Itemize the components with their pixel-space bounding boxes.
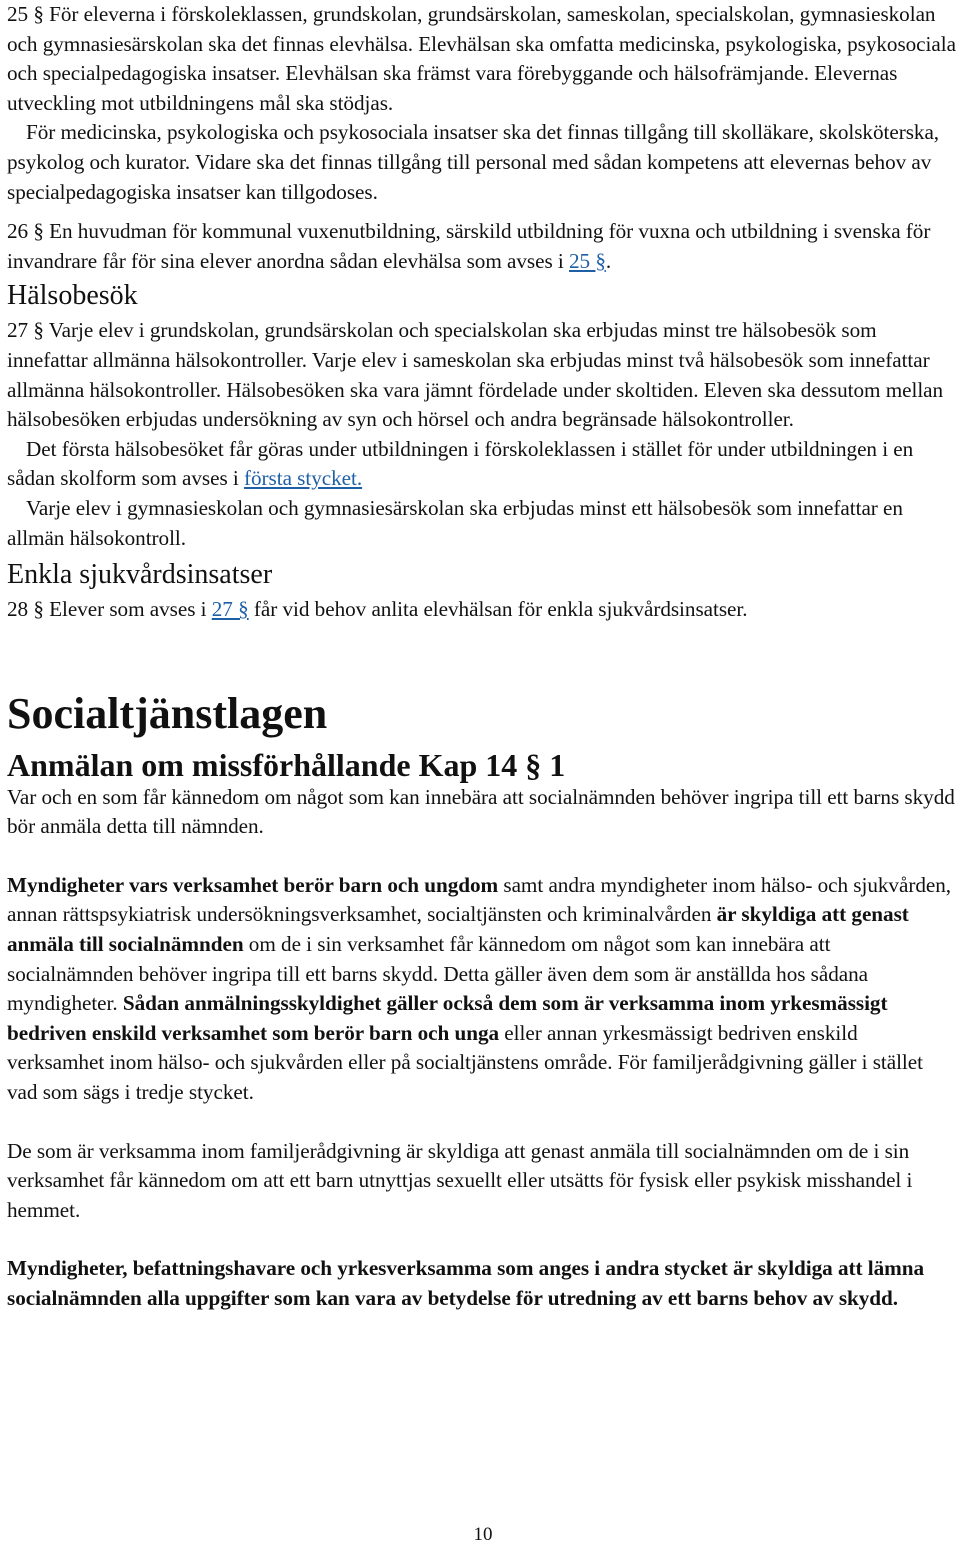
paragraph-27-2-text: Det första hälsobesöket får göras under utbildningen i förskoleklassen i stället för under utbildningen i en sådan skolform som avses i	[7, 436, 914, 491]
link-25[interactable]: 25 §	[569, 248, 606, 273]
page-number: 10	[473, 1524, 493, 1545]
link-forsta-stycket[interactable]: första stycket.	[243, 466, 363, 491]
paragraph-27-2	[7, 435, 957, 494]
bold-myndigheter: Myndigheter vars verksamhet berör barn och ungdom	[7, 872, 499, 897]
paragraph-27-1: 27 § Varje elev i grundskolan, grundsärskolan och specialskolan ska erbjudas minst tre hälsobesök som innefattar allmänna hälsokontroller. Varje elev i sameskolan ska erbjudas minst två hälsobesök som innefattar allmänna hälsokontroller. Hälsobesöken ska vara jämnt fördelade under skoltiden. Eleven ska dessutom mellan hälsobesöken erbjudas undersökning av syn och hörsel och andra begränsade hälsokontroller.	[7, 318, 944, 432]
paragraph-25-1: 25 § För eleverna i förskoleklassen, grundskolan, grundsärskolan, sameskolan, specialskolan, gymnasieskolan och gymnasiesärskolan ska det finnas elevhälsa. Elevhälsan ska omfatta medicinska, psykologiska, psykosociala och specialpedagogiska insatser. Elevhälsan ska främst vara förebyggande och hälsofrämjande. Elevernas utveckling mot utbildningens mål ska stödjas.	[7, 2, 956, 115]
paragraph-sol-4: Myndigheter, befattningshavare och yrkesverksamma som anges i andra stycket är skyldiga att lämna socialnämnden alla uppgifter som kan vara av betydelse för utredning av ett barns behov av skydd.	[7, 1256, 925, 1310]
text-sol-2b: om de i sin verksamhet får kännedom om något som kan innebära att socialnämnden behöver ingripa till ett barns skydd. Detta gäller även dem som är anställda hos sådana myndigheter.	[7, 932, 869, 1016]
paragraph-26-end: .	[605, 248, 612, 273]
heading-anmalan: Anmälan om missförhållande Kap 14 § 1	[7, 746, 566, 783]
paragraph-25-2: För medicinska, psykologiska och psykosociala insatser ska det finnas tillgång till skolläkare, skolsköterska, psykolog och kurator. Vidare ska det finnas tillgång till personal med sådan kompetens att elevernas behov av specialpedagogiska insatser kan tillgodoses.	[7, 120, 940, 204]
paragraph-sol-2	[7, 871, 957, 1108]
paragraph-26-text: 26 § En huvudman för kommunal vuxenutbildning, särskild utbildning för vuxna och utbildning i svenska för invandrare får för sina elever anordna sådan elevhälsa som avses i	[7, 219, 931, 273]
bold-sadan: Sådan anmälningsskyldighet gäller också dem som är verksamma inom yrkesmässigt bedriven enskild verksamhet som berör barn och unga	[7, 991, 888, 1045]
document-page	[7, 0, 957, 1314]
paragraph-27-3: Varje elev i gymnasieskolan och gymnasiesärskolan ska erbjudas minst ett hälsobesök som innefattar en allmän hälsokontroll.	[7, 495, 903, 550]
paragraph-sol-1: Var och en som får kännedom om något som kan innebära att socialnämnden behöver ingripa till ett barns skydd bör anmäla detta till nämnden.	[7, 784, 955, 839]
link-27[interactable]: 27 §	[211, 597, 249, 622]
text-sol-2c: eller annan yrkesmässigt bedriven enskild verksamhet inom hälso- och sjukvården eller på socialtjänstens område. För familjerådgivning gäller i stället vad som sägs i tredje stycket.	[7, 1020, 923, 1105]
paragraph-26	[7, 217, 957, 276]
text-sol-2a: samt andra myndigheter inom hälso- och sjukvården, annan rättspsykiatrisk undersökningsverksamhet, socialtjänsten och kriminalvården	[7, 872, 952, 927]
heading-enkla-sjukvardsinsatser: Enkla sjukvårdsinsatser	[7, 559, 273, 591]
paragraph-28-end: får vid behov anlita elevhälsan för enkla sjukvårdsinsatser.	[248, 597, 748, 622]
heading-socialtjanstlagen: Socialtjänstlagen	[7, 688, 328, 738]
paragraph-28-start: 28 § Elever som avses i	[7, 597, 212, 622]
heading-halsobesok: Hälsobesök	[7, 280, 138, 312]
bold-skyldiga: är skyldiga att genast anmäla till socialnämnden	[7, 902, 909, 957]
paragraph-28	[7, 595, 957, 625]
paragraph-sol-3: De som är verksamma inom familjerådgivning är skyldiga att genast anmäla till socialnämnden om de i sin verksamhet får kännedom om att ett barn utnyttjas sexuellt eller utsätts för fysisk eller psykisk misshandel i hemmet.	[7, 1138, 913, 1222]
